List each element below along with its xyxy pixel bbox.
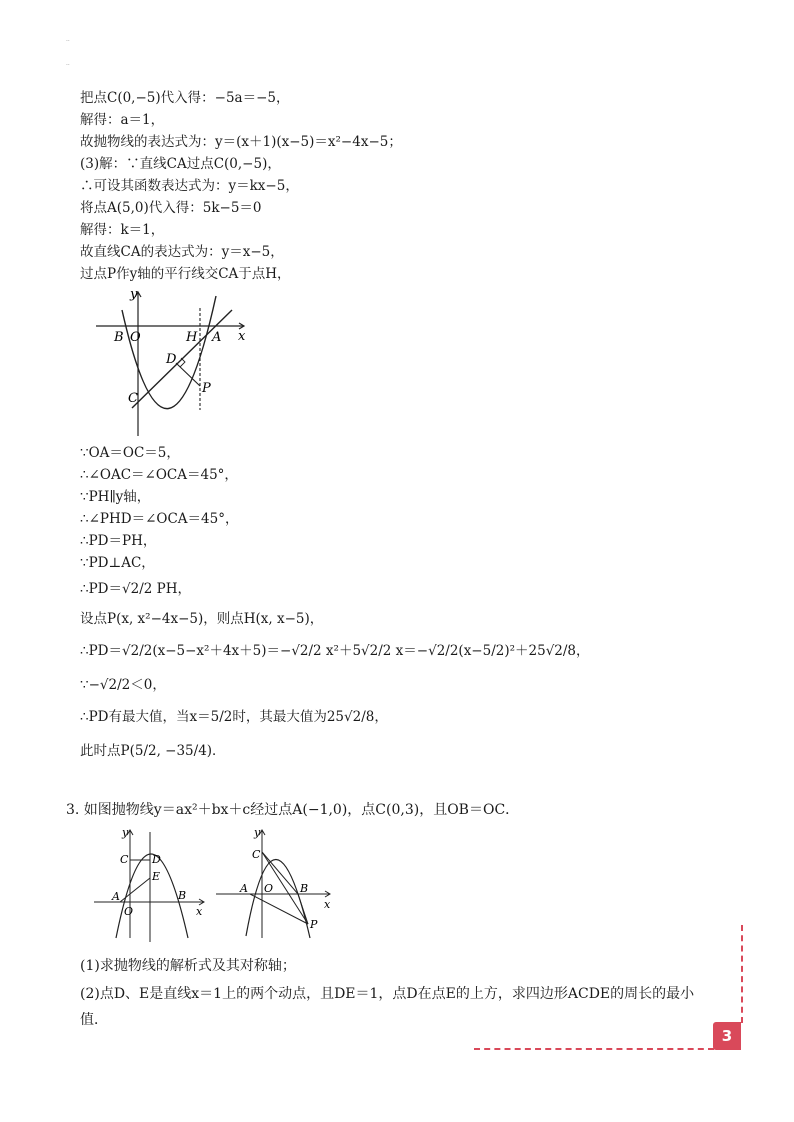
label-b: B [300,882,309,895]
label-b: B [178,889,187,902]
proof-line: ∵−√2/2＜0， [80,677,166,693]
label-p: P [310,918,318,931]
proof-line: ∴PD＝√2/2 PH， [80,581,191,597]
proof-line: ∴PD＝√2/2(x−5−x²＋4x＋5)＝−√2/2 x²＋5√2/2 x＝−√2/2(x−5/2)²＋25√2/8， [80,643,590,659]
label-a: A [212,330,222,345]
solution-line: ∴可设其函数表达式为：y＝kx−5， [80,178,299,194]
proof-line: ∵PD⊥AC， [80,555,155,571]
page-decoration-vertical [741,925,743,1023]
label-p: P [202,381,211,396]
proof-line: ∴PD＝PH， [80,533,157,549]
solution-line: 故抛物线的表达式为：y＝(x＋1)(x−5)＝x²−4x−5； [80,134,402,150]
page-number: 3 [713,1022,741,1050]
label-x: x [324,898,331,911]
proof-line: 设点P(x, x²−4x−5)，则点H(x, x−5)， [80,611,324,627]
proof-line: ∵PH∥y轴， [80,489,151,505]
proof-line: ∵OA＝OC＝5， [80,445,180,461]
label-e: E [152,870,161,883]
label-o: O [124,905,134,918]
parabola-figure-1 [92,286,252,440]
label-c: C [128,391,138,406]
question-3-part-2a: (2)点D、E是直线x＝1上的两个动点，且DE＝1，点D在点E的上方，求四边形ACDE的周长的最小 [80,986,695,1002]
solution-line: 过点P作y轴的平行线交CA于点H， [80,266,291,282]
label-y: y [130,287,138,302]
label-o: O [130,330,141,345]
solution-line: 把点C(0,−5)代入得：−5a＝−5， [80,90,290,106]
page-decoration-horizontal [474,1048,714,1050]
question-3-figure-right [212,826,338,946]
corner-mark-bottom: .. [66,60,70,67]
label-o: O [264,882,274,895]
question-3-part-1: (1)求抛物线的解析式及其对称轴； [80,958,296,974]
solution-line: 将点A(5,0)代入得：5k−5＝0 [80,200,262,216]
proof-line: 此时点P(5/2, −35/4)． [80,743,226,759]
label-d: D [166,352,177,367]
question-3-stem: 3. 如图抛物线y＝ax²＋bx＋c经过点A(−1,0)，点C(0,3)，且OB＝OC． [66,802,520,818]
label-x: x [238,329,246,344]
label-y: y [254,826,261,839]
solution-line: (3)解：∵直线CA过点C(0,−5)， [80,156,281,172]
proof-line: ∴PD有最大值，当x＝5/2时，其最大值为25√2/8， [80,709,388,725]
label-a: A [240,882,248,895]
solution-line: 解得：a＝1， [80,112,165,128]
question-3-part-2b: 值． [80,1012,108,1028]
label-x: x [196,905,203,918]
corner-mark-top: .. [66,36,70,43]
label-c: C [252,848,261,861]
proof-line: ∴∠PHD＝∠OCA＝45°， [80,511,239,527]
solution-line: 解得：k＝1， [80,222,165,238]
solution-line: 故直线CA的表达式为：y＝x−5， [80,244,284,260]
segment-ae [120,878,150,902]
proof-line: ∴∠OAC＝∠OCA＝45°， [80,467,238,483]
label-y: y [122,826,129,839]
question-3-figure-left [92,826,210,946]
label-c: C [120,853,129,866]
label-a: A [112,890,120,903]
label-h: H [186,330,198,345]
label-d: D [152,853,161,866]
label-b: B [114,330,124,345]
